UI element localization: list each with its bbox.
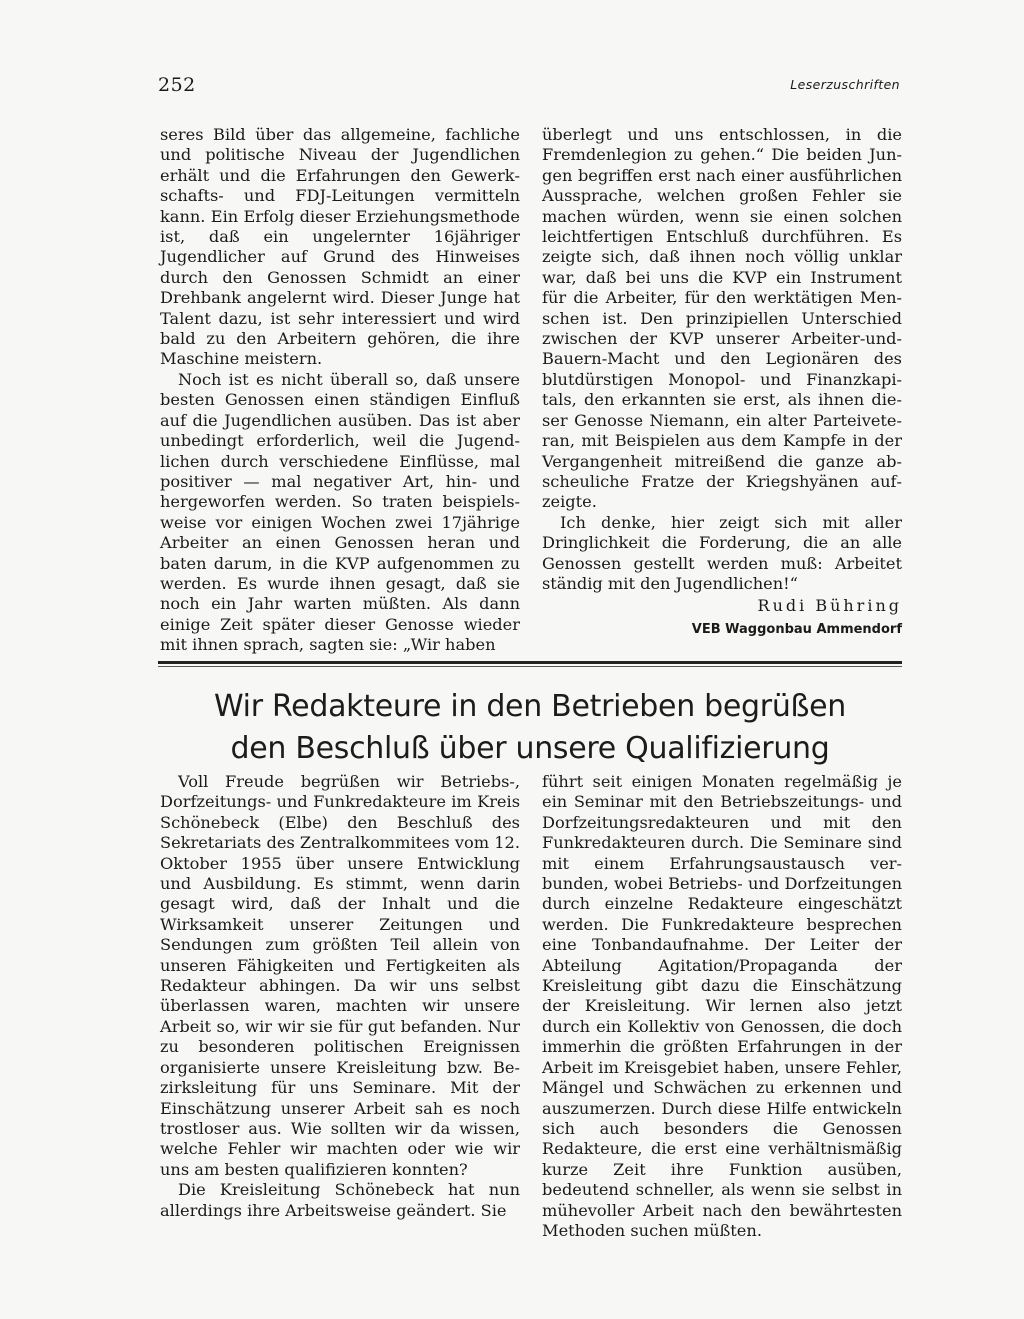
- author-affiliation: VEB Waggonbau Ammendorf: [691, 621, 902, 637]
- bottom-left-paragraph-2: Die Kreisleitung Schönebeck hat nun allerdings ihre Arbeitsweise geändert. Sie: [160, 1180, 520, 1220]
- bottom-article-left-column: [160, 772, 520, 1221]
- bottom-right-paragraph-1: führt seit einigen Monaten regelmäßig je ein Seminar mit den Betriebszeitungs- und Dorfzeitungsredakteuren und mit den Funkredakteuren durch. Die Seminare sind mit einem Erfahrungsaustausch verbunden, wobei Betriebs- und Dorfzeitungen durch einzelne Redakteure eingeschätzt werden. Die Funkredakteure besprechen eine Tonbandaufnahme. Der Leiter der Abteilung Agitation/Propaganda der Kreisleitung gibt dazu die Einschätzung der Kreisleitung. Wir lernen also jetzt durch ein Kollektiv von Genossen, die doch immerhin die größten Erfahrungen in der Arbeit im Kreisgebiet haben, unsere Fehler, Mängel und Schwächen zu erkennen und auszumerzen. Durch diese Hilfe entwickeln sich auch besonders die Genossen Redakteure, die erst eine verhältnismäßig kurze Zeit ihre Funktion ausüben, bedeutend schneller, als wenn sie selbst in mühevoller Arbeit nach den bewährtesten Methoden suchen müßten.: [542, 772, 902, 1240]
- headline-line-2: den Beschluß über unsere Qualifizierung: [230, 731, 830, 766]
- top-right-paragraph-1: überlegt und uns entschlossen, in die Fremdenlegion zu gehen.“ Die beiden Jungen begriffen erst nach einer ausführlichen Aussprache, welchen großen Fehler sie machen würden, wenn sie einen solchen leichtfertigen Entschluß durchführen. Es zeigte sich, daß ihnen noch völlig unklar war, daß bei uns die KVP ein Instrument für die Arbeiter, für den werktätigen Menschen ist. Den prinzipiellen Unterschied zwischen der KVP unserer Arbeiter-und-Bauern-Macht und den Legionären des blutdürstigen Monopol- und Finanzkapitals, den erkannten sie erst, als ihnen dieser Genosse Niemann, ein alter Parteiveteran, mit Beispielen aus dem Kampfe in der Vergangenheit mitreißend die ganze abscheuliche Fratze der Kriegshyänen aufzeigte.: [542, 125, 902, 512]
- top-article-left-column: [160, 125, 520, 656]
- bottom-article-right-column: [542, 772, 902, 1241]
- page-number: 252: [158, 74, 196, 96]
- top-left-paragraph-1: seres Bild über das allgemeine, fachliche und politische Niveau der Jugendlichen erhält und die Erfahrungen den Gewerkschafts- und FDJ-Leitungen vermitteln kann. Ein Erfolg dieser Erziehungsmethode ist, daß ein ungelernter 16jähriger Jugendlicher auf Grund des Hinweises durch den Genossen Schmidt an einer Drehbank angelernt wird. Dieser Junge hat Talent dazu, ist sehr interessiert und wird bald zu den Arbeitern gehören, die ihre Maschine meistern.: [160, 125, 520, 369]
- top-right-paragraph-2: Ich denke, hier zeigt sich mit aller Dringlichkeit die Forderung, die an alle Genossen gestellt werden muß: Arbeitet ständig mit den Jugendlichen!“: [542, 512, 902, 593]
- bottom-left-paragraph-1: Voll Freude begrüßen wir Betriebs-, Dorfzeitungs- und Funkredakteure im Kreis Schönebeck (Elbe) den Beschluß des Sekretariats des Zentralkommitees vom 12. Oktober 1955 über unsere Entwicklung und Ausbildung. Es stimmt, wenn darin gesagt wird, daß der Inhalt und die Wirksamkeit unserer Zeitungen und Sendungen zum größten Teil allein von unseren Fähigkeiten und Fertigkeiten als Redakteur abhingen. Da wir uns selbst überlassen waren, machten wir unsere Arbeit so, wir wir sie für gut befanden. Nur zu besonderen politischen Ereignissen organisierte unsere Kreisleitung bzw. Bezirksleitung für uns Seminare. Mit der Einschätzung unserer Arbeit sah es noch trostloser aus. Wie sollten wir da wissen, welche Fehler wir machten oder wie wir uns am besten qualifizieren konnten?: [160, 772, 520, 1179]
- section-divider-thick: [158, 661, 902, 664]
- article-headline: [158, 686, 902, 770]
- section-divider-thin: [158, 666, 902, 667]
- author-signature: Rudi Bühring: [757, 596, 902, 616]
- running-head: Leserzuschriften: [790, 77, 900, 92]
- top-article-right-column: [542, 125, 902, 640]
- top-left-paragraph-2: Noch ist es nicht überall so, daß unsere besten Genossen einen ständigen Einfluß auf die Jugendlichen ausüben. Das ist aber unbedingt erforderlich, weil die Jugendlichen durch verschiedene Einflüsse, mal positiver — mal negativer Art, hin- und hergeworfen werden. So traten beispielsweise vor einigen Wochen zwei 17jährige Arbeiter an einen Genossen heran und baten darum, in die KVP aufgenommen zu werden. Es wurde ihnen gesagt, daß sie noch ein Jahr warten müßten. Als dann einige Zeit später dieser Genosse wieder mit ihnen sprach, sagten sie: „Wir haben: [160, 369, 520, 655]
- headline-line-1: Wir Redakteure in den Betrieben begrüßen: [213, 689, 847, 724]
